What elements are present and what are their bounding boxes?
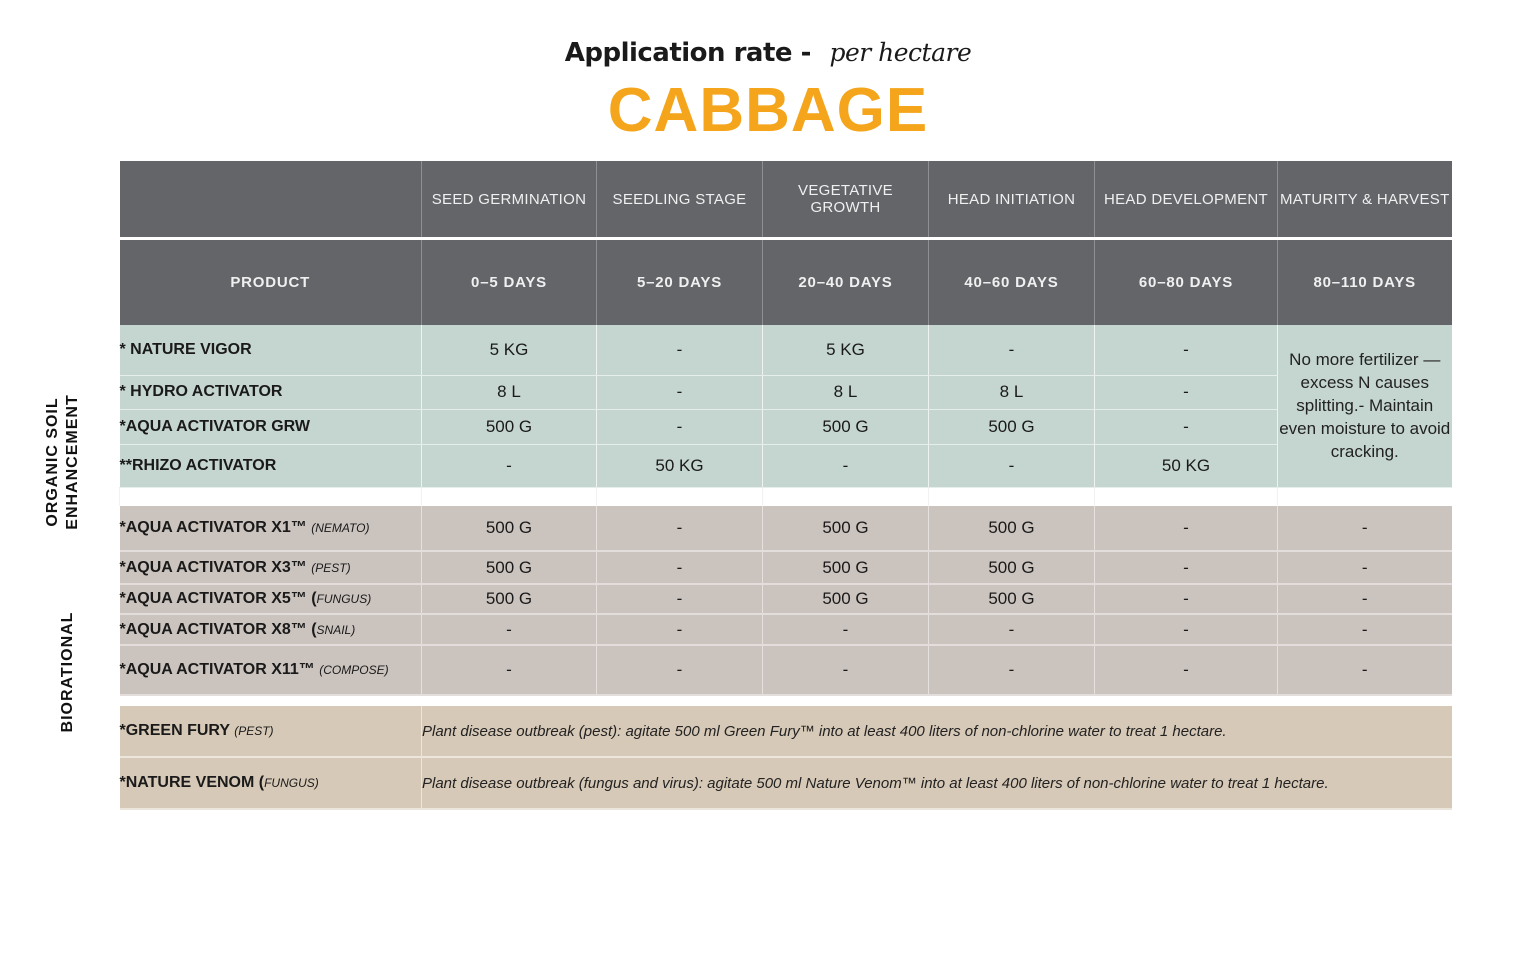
treatment-description: Plant disease outbreak (pest): agitate 500 ml Green Fury™ into at least 400 liters of non-chlorine water to treat 1 hectare. [422, 706, 1452, 757]
product-label: *AQUA ACTIVATOR X8™ ( [119, 620, 317, 638]
stage-header: VEGETATIVE GROWTH [763, 161, 929, 237]
rate-cell: - [929, 444, 1095, 487]
product-qualifier: (PEST) [311, 560, 351, 575]
product-label: *GREEN FURY [119, 722, 230, 739]
rate-cell: 500 G [929, 584, 1095, 614]
rate-cell: - [422, 645, 597, 695]
rate-cell: - [929, 325, 1095, 375]
page-header [0, 34, 1536, 145]
group-label-bio-text: BIORATIONAL [59, 611, 76, 733]
rate-cell: 5 KG [422, 325, 597, 375]
rate-cell: 500 G [422, 551, 597, 584]
product-name [120, 584, 422, 614]
rate-cell: - [1095, 551, 1278, 584]
rate-cell: 8 L [422, 375, 597, 409]
table-row [120, 584, 1452, 614]
stage-header: HEAD DEVELOPMENT [1095, 161, 1278, 237]
rate-cell: - [1095, 645, 1278, 695]
stage-header: SEEDLING STAGE [597, 161, 763, 237]
rate-cell: - [929, 645, 1095, 695]
days-header: 60–80 DAYS [1095, 240, 1278, 325]
application-rate-table [119, 161, 1452, 810]
rate-cell: - [597, 409, 763, 444]
rate-cell: - [597, 551, 763, 584]
rate-cell: 500 G [929, 409, 1095, 444]
rate-cell: 500 G [422, 506, 597, 551]
rate-cell: 50 KG [1095, 444, 1278, 487]
rate-cell: - [1095, 325, 1278, 375]
rate-cell: 500 G [763, 551, 929, 584]
stage-header-row [120, 161, 1452, 237]
product-qualifier: (COMPOSE) [319, 663, 389, 677]
application-rate-heading [0, 34, 1536, 72]
rate-cell: - [1278, 506, 1452, 551]
rate-cell: 500 G [422, 409, 597, 444]
rate-cell: - [597, 645, 763, 695]
rate-cell: - [422, 614, 597, 645]
days-header: 0–5 DAYS [422, 240, 597, 325]
rate-cell: - [1095, 506, 1278, 551]
rate-cell: - [597, 375, 763, 409]
days-header: 40–60 DAYS [929, 240, 1095, 325]
group-label-organic-soil [36, 374, 90, 550]
rate-cell: - [1278, 645, 1452, 695]
rate-cell: 8 L [763, 375, 929, 409]
product-name [120, 706, 422, 757]
rate-cell: 50 KG [597, 444, 763, 487]
product-name [120, 614, 422, 645]
heading-unit: per hectare [829, 38, 972, 67]
rate-cell: 500 G [763, 409, 929, 444]
table-row [120, 551, 1452, 584]
section-gap [120, 695, 1452, 706]
stage-header: MATURITY & HARVEST [1278, 161, 1452, 237]
product-label: *AQUA ACTIVATOR X5™ ( [119, 590, 317, 607]
product-qualifier: (PEST) [234, 724, 274, 738]
stage-header: SEED GERMINATION [422, 161, 597, 237]
rate-cell: - [597, 506, 763, 551]
product-name: * HYDRO ACTIVATOR [120, 375, 422, 409]
stage-header: HEAD INITIATION [929, 161, 1095, 237]
rate-cell: 5 KG [763, 325, 929, 375]
product-label: *AQUA ACTIVATOR X11™ [119, 661, 315, 678]
table-row [120, 706, 1452, 757]
table-row [120, 409, 1452, 444]
product-name [120, 757, 422, 809]
product-name [120, 551, 422, 584]
product-label: *AQUA ACTIVATOR X1™ [119, 519, 307, 536]
group-label-soil-line1: ORGANIC SOIL [44, 397, 61, 527]
product-name [120, 506, 422, 551]
product-qualifier: FUNGUS) [264, 776, 319, 790]
rate-cell: - [597, 614, 763, 645]
rate-cell: - [1278, 584, 1452, 614]
table-row [120, 506, 1452, 551]
heading-dash: - [800, 38, 811, 68]
rate-cell: 500 G [422, 584, 597, 614]
rate-cell: - [763, 614, 929, 645]
rate-cell: - [1278, 551, 1452, 584]
table-row [120, 325, 1452, 375]
crop-title: CABBAGE [607, 76, 929, 145]
product-label: *AQUA ACTIVATOR X3™ [119, 558, 307, 576]
rate-cell: 8 L [929, 375, 1095, 409]
table-row [120, 444, 1452, 487]
table-row [120, 375, 1452, 409]
stage-header-blank [120, 161, 422, 237]
rate-cell: - [1095, 375, 1278, 409]
days-header: 80–110 DAYS [1278, 240, 1452, 325]
product-header: PRODUCT [120, 240, 422, 325]
rate-cell: - [929, 614, 1095, 645]
rate-cell: 500 G [929, 506, 1095, 551]
rate-cell: - [422, 444, 597, 487]
rate-cell: 500 G [929, 551, 1095, 584]
rate-cell: 500 G [763, 584, 929, 614]
days-header: 5–20 DAYS [597, 240, 763, 325]
table-row [120, 645, 1452, 695]
group-label-biorational [48, 602, 88, 742]
rate-cell: - [597, 325, 763, 375]
product-qualifier: (NEMATO) [311, 521, 370, 535]
rate-cell: - [1278, 614, 1452, 645]
days-header: 20–40 DAYS [763, 240, 929, 325]
product-name: **RHIZO ACTIVATOR [120, 444, 422, 487]
days-header-row [120, 240, 1452, 325]
rate-cell: - [763, 645, 929, 695]
product-name: * NATURE VIGOR [120, 325, 422, 375]
product-name [120, 645, 422, 695]
rate-cell: - [1095, 614, 1278, 645]
rate-cell: - [763, 444, 929, 487]
rate-cell: - [1095, 409, 1278, 444]
rate-cell: - [597, 584, 763, 614]
treatment-description: Plant disease outbreak (fungus and virus): agitate 500 ml Nature Venom™ into at least 400 liters of non-chlorine water to treat 1 hectare. [422, 757, 1452, 809]
maturity-note: No more fertilizer — excess N causes splitting.- Maintain even moisture to avoid cracking. [1278, 325, 1452, 487]
product-name: *AQUA ACTIVATOR GRW [120, 409, 422, 444]
product-qualifier: SNAIL) [316, 622, 356, 637]
section-gap [120, 487, 1452, 506]
table-row [120, 614, 1452, 645]
table-row [120, 757, 1452, 809]
rate-cell: 500 G [763, 506, 929, 551]
group-label-soil-line2: ENHANCEMENT [64, 394, 81, 530]
heading-prefix: Application rate [564, 38, 793, 68]
rate-cell: - [1095, 584, 1278, 614]
product-qualifier: FUNGUS) [316, 592, 372, 606]
product-label: *NATURE VENOM ( [119, 774, 265, 791]
